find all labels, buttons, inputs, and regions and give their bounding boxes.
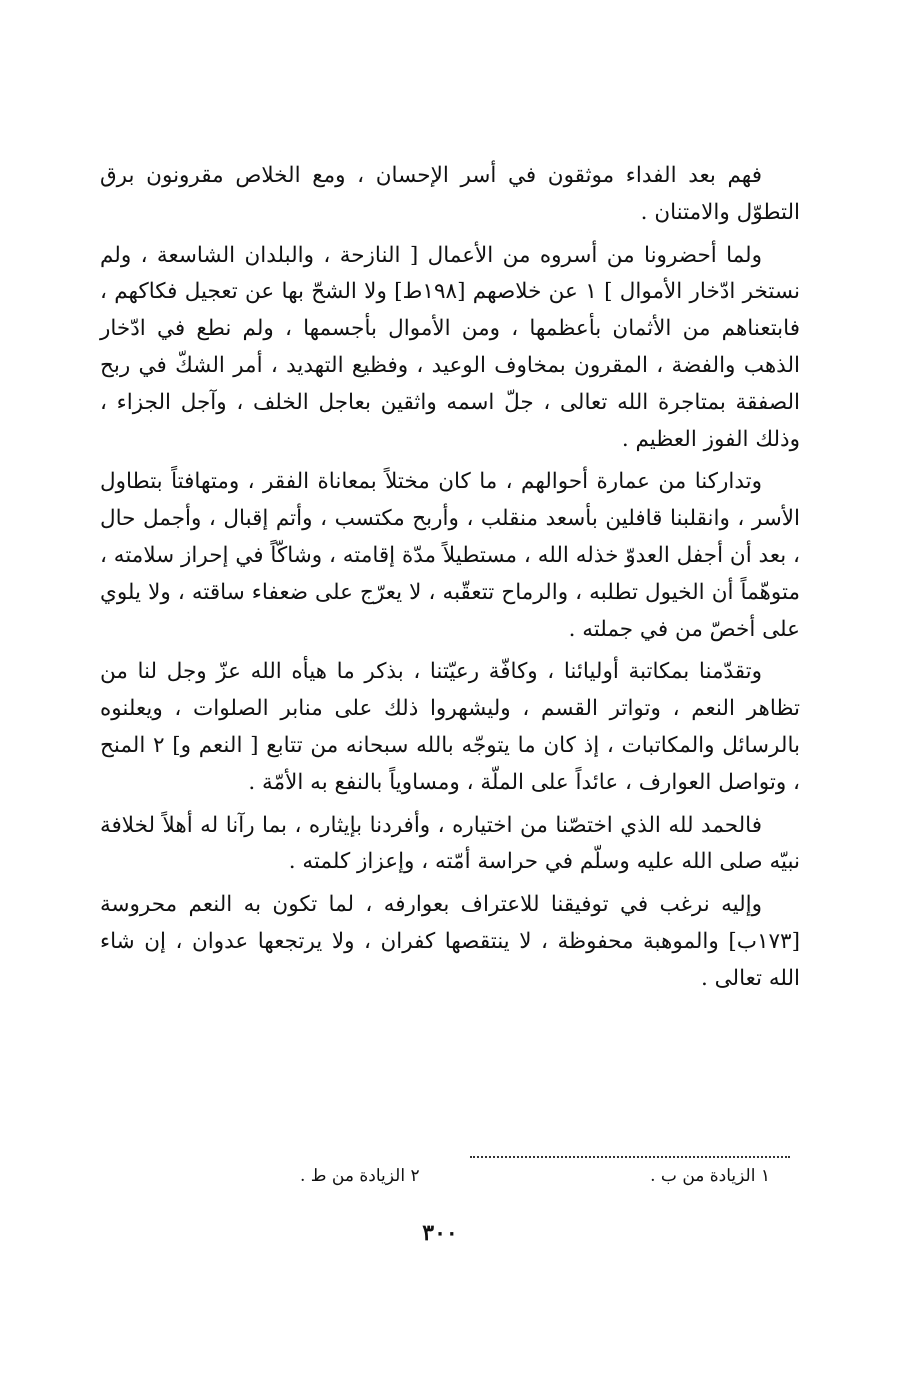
paragraph: ولما أحضرونا من أسروه من الأعمال [ النازحة ، والبلدان الشاسعة ، ولم نستخر ادّخار الأموال ] ١ عن خلاصهم [١٩٨ط] ولا الشحّ بها عن تعجيل فكاكهم ، فابتعناهم من الأثمان بأعظمها ، ومن الأموال بأجسمها ، ولم نطع في ادّخار الذهب والفضة ، المقرون بمخاوف الوعيد ، وفظيع التهديد ، أمر الشكّ في ربح الصفقة بمتاجرة الله تعالى ، جلّ اسمه واثقين بعاجل الخلف ، وآجل الجزاء ، وذلك الفوز العظيم . — [100, 242, 801, 452]
paragraph: وتقدّمنا بمكاتبة أوليائنا ، وكافّة رعيّتنا ، بذكر ما هيأه الله عزّ وجل لنا من تظاهر النعم ، وتواتر القسم ، وليشهروا ذلك على منابر الصلوات ، ويعلنوه بالرسائل والمكاتبات ، إذ كان ما يتوجّه بالله سبحانه من تتابع [ النعم و] ٢ المنح ، وتواصل العوارف ، عائداً على الملّة ، ومساوياً بالنفع به الأمّة . — [100, 659, 800, 795]
paragraph: فالحمد لله الذي اختصّنا من اختياره ، وأفردنا بإيثاره ، بما رآنا له أهلاً لخلافة نبيّه صلى الله عليه وسلّم في حراسة أمّته ، وإعزاز كلمته . — [100, 812, 800, 875]
paragraph: وإليه نرغب في توفيقنا للاعتراف بعوارفه ، لما تكون به النعم محروسة [١٧٣ب] والموهبة محفوظة ، لا ينتقصها كفران ، ولا يرتجعها عدوان ، إن شاء الله تعالى . — [100, 892, 800, 991]
paragraph: فهم بعد الفداء موثقون في أسر الإحسان ، ومع الخلاص مقرونون برق التطوّل والامتنان . — [100, 163, 800, 225]
footnote-1: ١ الزيادة من ب . — [650, 1166, 770, 1186]
footnotes — [300, 1166, 770, 1186]
footnote-2: ٢ الزيادة من ط . — [300, 1166, 420, 1186]
page-number: ٣٠٠ — [422, 1220, 458, 1246]
main-text — [100, 158, 800, 1004]
paragraph: وتداركنا من عمارة أحوالهم ، ما كان مختلاً بمعاناة الفقر ، ومتهافتاً بتطاول الأسر ، وانقلبنا قافلين بأسعد منقلب ، وأربح مكتسب ، وأتم إقبال ، وأجمل حال ، بعد أن أجفل العدوّ خذله الله ، مستطيلاً مدّة إقامته ، وشاكّاً في إحراز سلامته ، متوهّماً أن الخيول تطلبه ، والرماح تتعقّبه ، لا يعرّج على ضعفاء ساقته ، ولا يلوي على أخصّ من في جملته . — [100, 469, 800, 642]
footnote-separator — [470, 1156, 790, 1158]
